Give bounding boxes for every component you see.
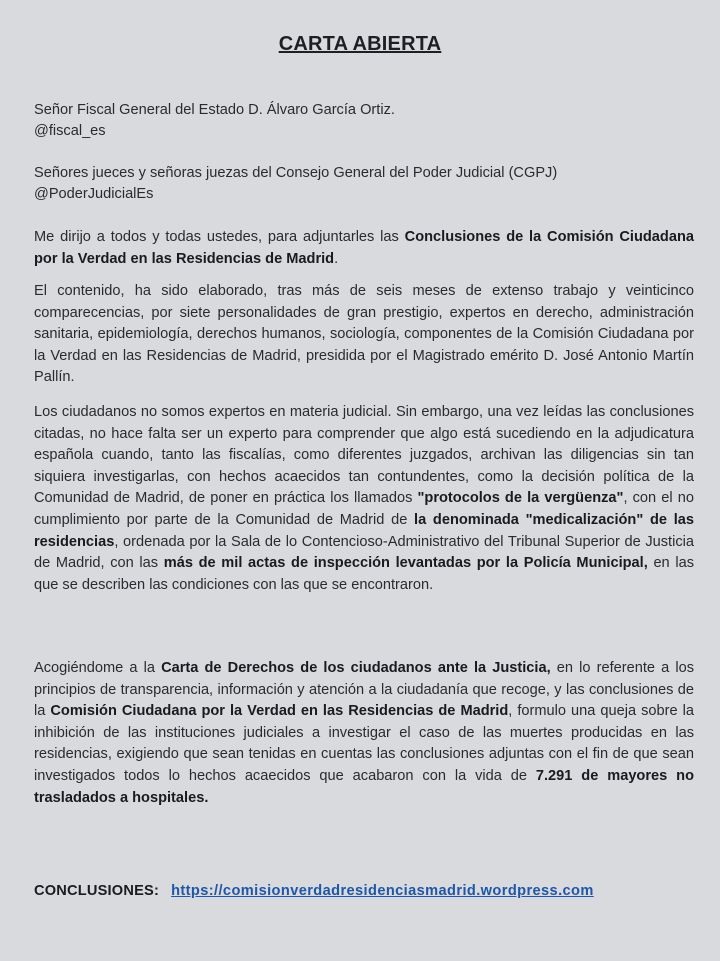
paragraph-complaint-bold-1: Carta de Derechos de los ciudadanos ante la Justicia, xyxy=(161,660,551,676)
recipient-fiscal xyxy=(34,100,694,142)
conclusions-footer xyxy=(34,880,594,902)
recipient-cgpj-name: Señores jueces y señoras juezas del Consejo General del Poder Judicial (CGPJ) xyxy=(34,165,558,181)
paragraph-intro xyxy=(34,227,694,270)
paragraph-intro-text: Me dirijo a todos y todas ustedes, para adjuntarles las xyxy=(34,229,405,245)
paragraph-citizens-text-4: en las que se describen las condiciones con las que se encontraron. xyxy=(34,555,694,593)
paragraph-complaint-bold-2: Comisión Ciudadana por la Verdad en las Residencias de Madrid xyxy=(50,703,509,720)
recipient-fiscal-handle: @fiscal_es xyxy=(34,123,106,139)
paragraph-citizens-bold-2: la denominada "medicalización" de las residencias xyxy=(34,511,694,550)
recipient-fiscal-name: Señor Fiscal General del Estado D. Álvaro García Ortiz. xyxy=(34,102,395,118)
conclusions-label: CONCLUSIONES: xyxy=(34,883,160,899)
paragraph-citizens xyxy=(34,402,694,596)
recipient-cgpj xyxy=(34,163,694,205)
paragraph-citizens-bold-3: más de mil actas de inspección levantadas por la Policía Municipal, xyxy=(163,555,648,572)
paragraph-intro-bold: Conclusiones de la Comisión Ciudadana por la Verdad en las Residencias de Madrid xyxy=(34,229,694,267)
paragraph-citizens-text-1: Los ciudadanos no somos expertos en materia judicial. Sin embargo, una vez leídas las conclusiones citadas, no hace falta ser un experto para comprender que algo está sucediendo en la adjudicatura española cuando, tanto las fiscalías, como diferentes juzgados, archivan las diligencias sin tan siquiera investigarlas, con hechos acaecidos tan contundentes, como la decisión política de la Comunidad de Madrid, de poner en práctica los llamados xyxy=(34,404,694,507)
paragraph-complaint-text-3: , formulo una queja sobre la inhibición de las instituciones judiciales a investigar el caso de las muertes producidas en las residencias, exigiendo que sean tenidas en cuentas las conclusiones adjuntas con el fin de que sean investigados todos lo hechos acaecidos que acabaron con la vida de xyxy=(34,703,694,784)
conclusions-link[interactable]: https://comisionverdadresidenciasmadrid.wordpress.com xyxy=(171,883,594,899)
paragraph-citizens-bold-1: "protocolos de la vergüenza" xyxy=(417,490,624,507)
paragraph-citizens-text-3: , ordenada por la Sala de lo Contencioso-Administrativo del Tribunal Superior de Justicia de Madrid, con las xyxy=(34,533,694,572)
paragraph-content-text: El contenido, ha sido elaborado, tras más de seis meses de extenso trabajo y veinticinco comparecencias, por siete personalidades de gran prestigio, expertos en derecho, administración sanitaria, epidemiología, derechos humanos, sociología, componentes de la Comisión Ciudadana por la Verdad en las Residencias de Madrid, presidida por el Magistrado emérito D. José Antonio Martín Pallín. xyxy=(34,283,694,386)
paragraph-complaint-text-2: en lo referente a los principios de transparencia, información y atención a la ciudadanía que recoge, y las conclusiones de la xyxy=(34,660,695,720)
letter-title: CARTA ABIERTA xyxy=(278,33,442,55)
paragraph-citizens-text-2: , con el no cumplimiento por parte de la Comunidad de Madrid de xyxy=(34,490,694,528)
paragraph-complaint-text-1: Acogiéndome a la xyxy=(34,660,162,676)
paragraph-content xyxy=(34,281,694,389)
paragraph-intro-end: . xyxy=(334,250,339,267)
recipient-cgpj-handle: @PoderJudicialEs xyxy=(34,186,154,202)
paragraph-complaint xyxy=(34,658,694,809)
paragraph-complaint-bold-3: 7.291 de mayores no trasladados a hospitales. xyxy=(34,767,694,806)
